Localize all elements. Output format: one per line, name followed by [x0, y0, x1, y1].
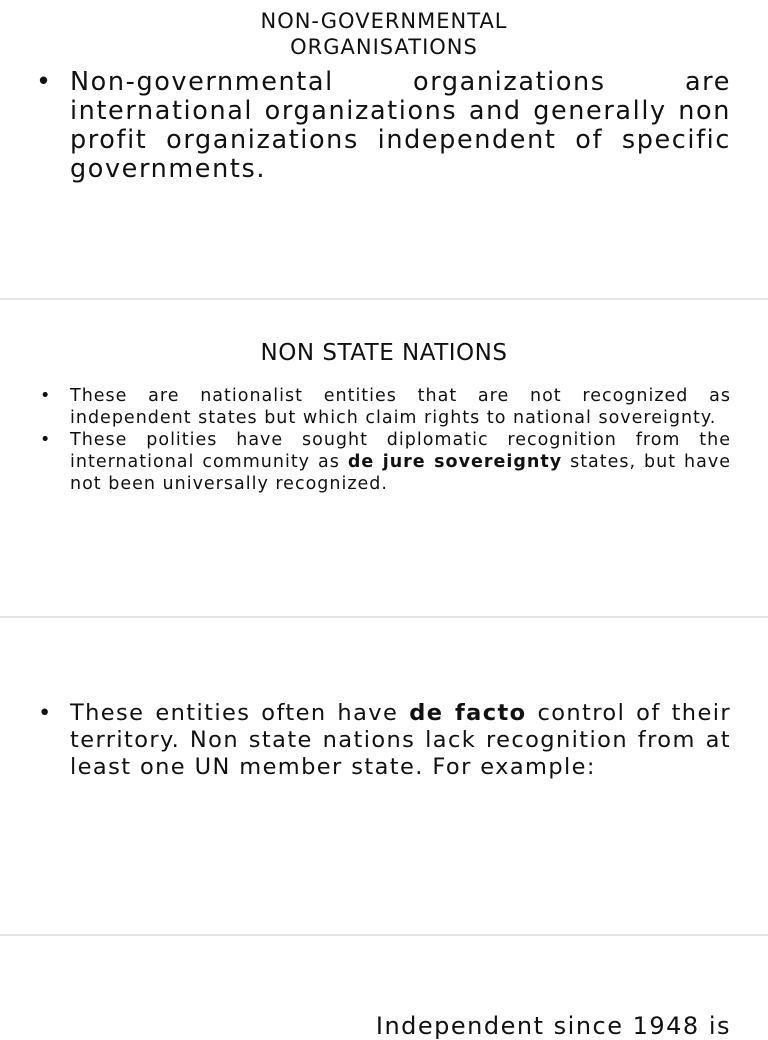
- bullet-text: control of their territory. Non state nations lack recognition from at least one UN member state. For example:: [70, 700, 732, 780]
- bullet-item: [70, 700, 731, 781]
- slide-non-state-nations: [0, 300, 768, 616]
- bullet-emphasis: de facto: [409, 700, 527, 726]
- slide-title: NON STATE NATIONS: [260, 340, 508, 366]
- slide-de-facto: [0, 618, 768, 934]
- bullet-list: [70, 385, 731, 495]
- bullet-item: • These are nationalist entities that are not recognized as independent states but which claim rights to national sovereignty.: [70, 385, 731, 429]
- bullet-list: [70, 68, 731, 184]
- slide-ngo: [0, 0, 768, 298]
- slide-title-line-1: NON-GOVERNMENTAL: [260, 9, 508, 33]
- bullet-list: [70, 700, 731, 781]
- bullet-text: These polities have sought diplomatic recognition from the international community as: [70, 430, 731, 472]
- bullet-text: states, but have not been universally recognized.: [70, 452, 731, 494]
- bullet-item: [70, 429, 731, 495]
- bullet-emphasis: de jure sovereignty: [347, 452, 563, 472]
- bullet-text: These entities often have: [70, 700, 399, 726]
- slide-title-line-2: ORGANISATIONS: [290, 35, 478, 59]
- slide-partial: [0, 936, 768, 1040]
- slide-title: [0, 0, 768, 60]
- partial-text: Independent since 1948 is: [375, 1012, 731, 1040]
- bullet-item: • Non-governmental organizations are international organizations and generally non profit organizations independent of specific governments.: [70, 68, 731, 184]
